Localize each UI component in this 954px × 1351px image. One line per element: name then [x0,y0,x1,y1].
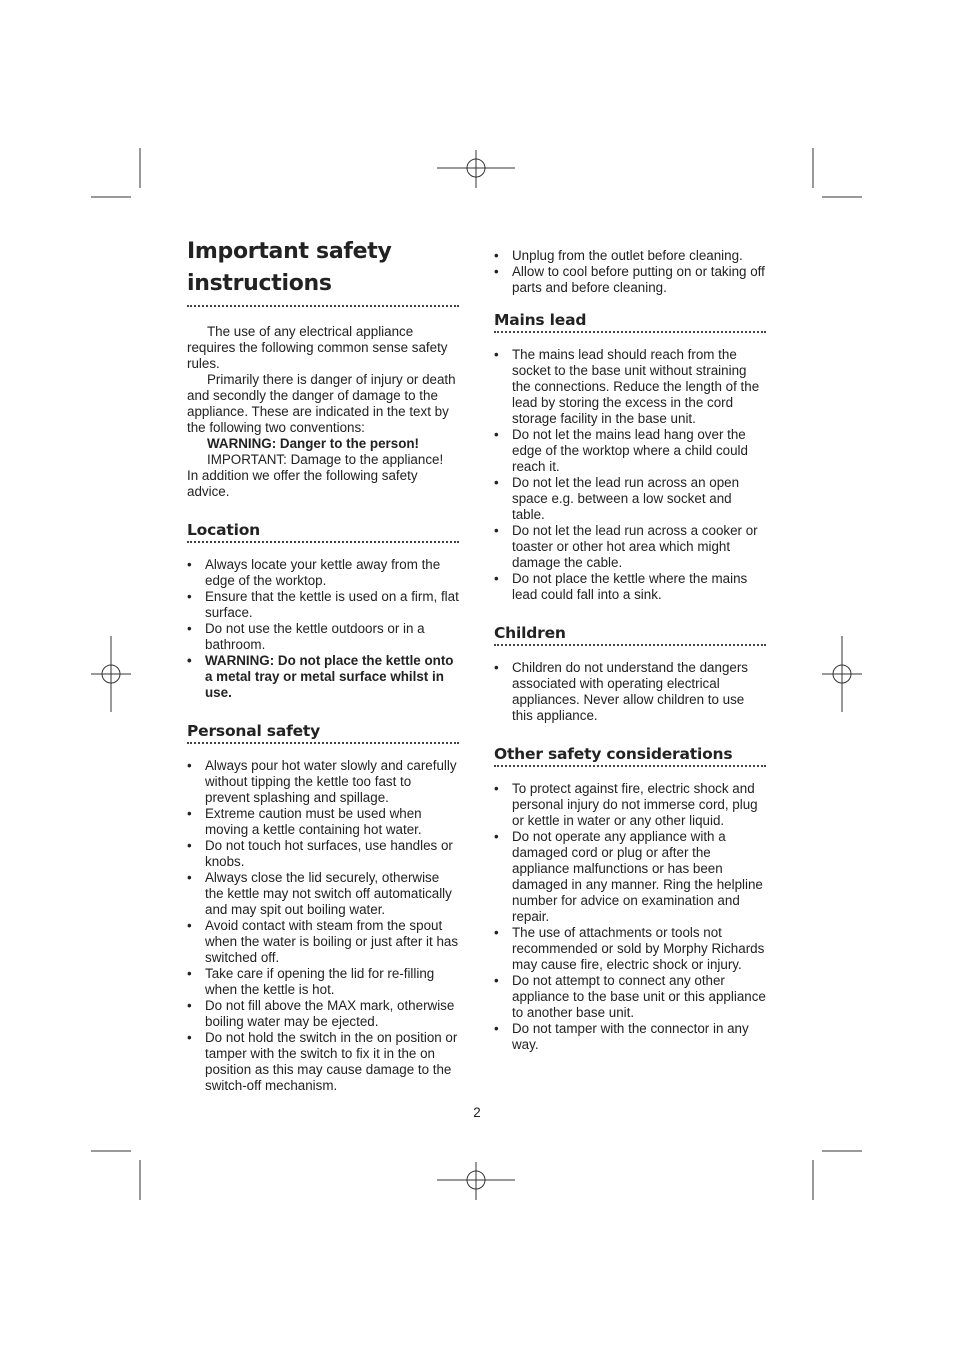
list-item: • Do not attempt to connect any other appliance to the base unit or this appliance to another base unit. [494,973,766,1021]
section-heading: Location [187,520,459,543]
registration-mark-right [822,636,862,712]
bullet-list [494,660,766,724]
warning-convention: WARNING: Danger to the person! [207,436,420,451]
list-item: • Always locate your kettle away from the edge of the worktop. [187,557,459,589]
list-item: • The use of attachments or tools not recommended or sold by Morphy Richards may cause fire, electric shock or injury. [494,925,766,973]
list-item: • Do not fill above the MAX mark, otherwise boiling water may be ejected. [187,998,459,1030]
page-title: Important safety instructions [187,236,459,307]
intro [187,324,459,500]
bullet-list [187,758,459,1094]
list-item: • Allow to cool before putting on or taking off parts and before cleaning. [494,264,766,296]
list-item: • Do not let the lead run across an open space e.g. between a low socket and table. [494,475,766,523]
list-item: • Do not operate any appliance with a damaged cord or plug or after the appliance malfunctions or has been damaged in any manner. Ring the helpline number for advice on examination and repair. [494,829,766,925]
list-item: • Do not touch hot surfaces, use handles or knobs. [187,838,459,870]
registration-mark-top [437,150,515,188]
section-mains-lead [494,310,766,603]
section-heading: Other safety considerations [494,744,766,767]
intro-paragraph: In addition we offer the following safety advice. [187,468,418,499]
list-item: • Always pour hot water slowly and carefully without tipping the kettle too fast to prevent splashing and spillage. [187,758,459,806]
section-other-safety [494,744,766,1053]
bullet-list [187,557,459,701]
bullet-list [494,781,766,1053]
section-heading: Personal safety [187,721,459,744]
list-item: • Do not tamper with the connector in any way. [494,1021,766,1053]
section-heading: Mains lead [494,310,766,333]
left-column [187,236,459,1094]
list-item: • Ensure that the kettle is used on a firm, flat surface. [187,589,459,621]
registration-mark-left [91,636,131,712]
list-item: • Always close the lid securely, otherwise the kettle may not switch off automatically and may spit out boiling water. [187,870,459,918]
right-column [494,248,766,1053]
list-item: • Do not place the kettle where the mains lead could fall into a sink. [494,571,766,603]
list-item: • To protect against fire, electric shock and personal injury do not immerse cord, plug or kettle in water or any other liquid. [494,781,766,829]
list-item: • Do not hold the switch in the on position or tamper with the switch to fix it in the on position as this may cause damage to the switch-off mechanism. [187,1030,459,1094]
list-item: • Unplug from the outlet before cleaning. [494,248,766,264]
list-item: • Take care if opening the lid for re-filling when the kettle is hot. [187,966,459,998]
list-item: • Do not use the kettle outdoors or in a bathroom. [187,621,459,653]
section-children [494,623,766,724]
section-location [187,520,459,701]
bullet-list [494,347,766,603]
section-heading: Children [494,623,766,646]
list-item: • Extreme caution must be used when moving a kettle containing hot water. [187,806,459,838]
list-item-warning: • WARNING: Do not place the kettle onto a metal tray or metal surface whilst in use. [187,653,459,701]
intro-paragraph: Primarily there is danger of injury or death and secondly the danger of damage to the appliance. These are indicated in the text by the following two conventions: [187,372,456,435]
section-personal-safety [187,721,459,1094]
page-number: 2 [473,1105,481,1120]
list-item: • The mains lead should reach from the socket to the base unit without straining the connections. Reduce the length of the lead by storing the excess in the cord storage facility in the base unit. [494,347,766,427]
list-item: • Children do not understand the dangers associated with operating electrical appliances. Never allow children to use this appliance. [494,660,766,724]
list-item: • Do not let the lead run across a cooker or toaster or other hot area which might damage the cable. [494,523,766,571]
bullet-list [494,248,766,296]
list-item: • Avoid contact with steam from the spout when the water is boiling or just after it has switched off. [187,918,459,966]
important-convention: IMPORTANT: Damage to the appliance! [207,452,444,467]
registration-mark-bottom [437,1162,515,1200]
intro-paragraph: The use of any electrical appliance requires the following common sense safety rules. [187,324,448,371]
list-item: • Do not let the mains lead hang over the edge of the worktop where a child could reach it. [494,427,766,475]
